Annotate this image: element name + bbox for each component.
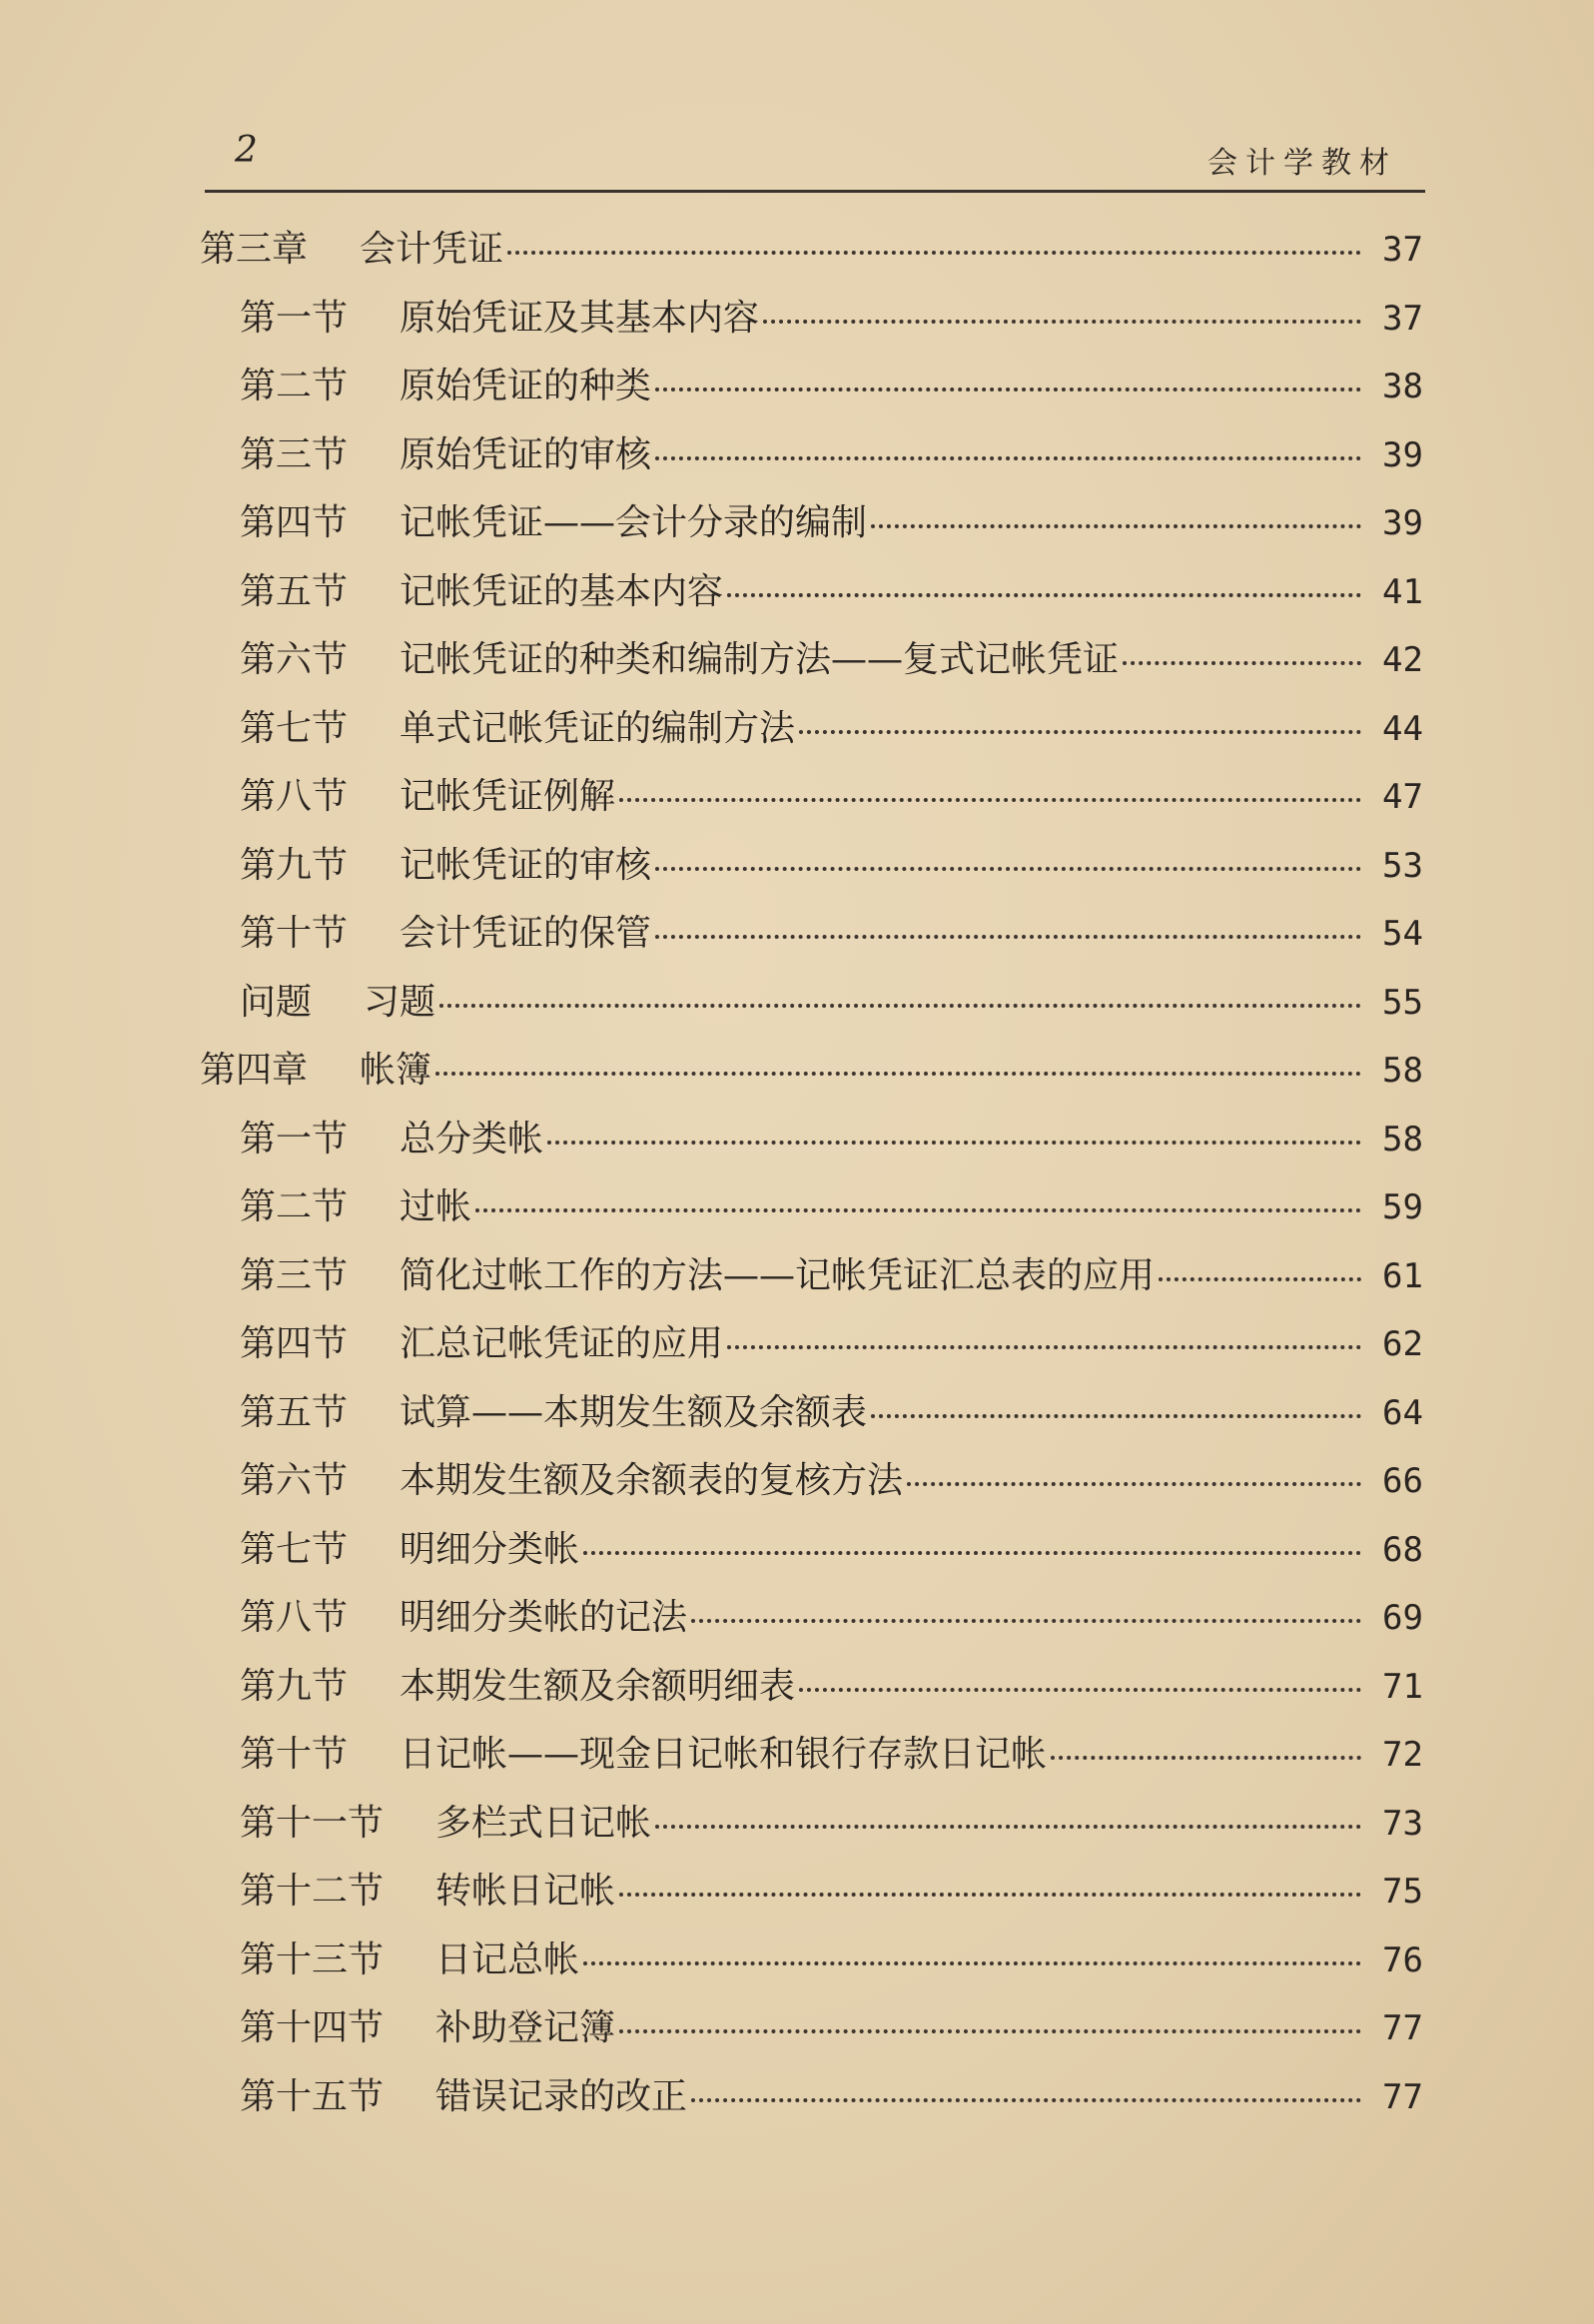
toc-section-entry bbox=[200, 975, 1423, 1044]
toc-entry-title: 补助登记簿 bbox=[435, 2007, 616, 2048]
toc-entry-label: 第七节 bbox=[240, 707, 349, 749]
dot-leader bbox=[619, 798, 1361, 802]
dot-leader bbox=[691, 2098, 1361, 2102]
toc-entry-page-number: 54 bbox=[1382, 914, 1423, 954]
dot-leader bbox=[763, 320, 1361, 324]
toc-entry-label: 第四节 bbox=[240, 1323, 349, 1364]
dot-leader bbox=[655, 867, 1361, 871]
toc-entry-page-number: 75 bbox=[1382, 1872, 1423, 1912]
toc-entry-page-number: 73 bbox=[1382, 1803, 1423, 1844]
toc-entry-page-number: 41 bbox=[1382, 571, 1423, 612]
dot-leader bbox=[475, 1208, 1361, 1212]
toc-section-entry bbox=[200, 359, 1423, 427]
toc-entry-title: 错误记录的改正 bbox=[435, 2075, 688, 2117]
toc-entry-page-number: 62 bbox=[1382, 1324, 1423, 1364]
toc-entry-title: 过帐 bbox=[399, 1186, 472, 1227]
dot-leader bbox=[691, 1619, 1361, 1623]
toc-entry-title: 单式记帐凭证的编制方法 bbox=[399, 707, 796, 749]
toc-section-entry bbox=[200, 906, 1423, 975]
toc-section-entry bbox=[200, 1727, 1423, 1796]
toc-section-entry bbox=[200, 2000, 1423, 2069]
toc-entry-page-number: 38 bbox=[1382, 367, 1423, 406]
toc-entry-title: 记帐凭证的审核 bbox=[399, 844, 652, 886]
toc-section-entry bbox=[200, 1112, 1423, 1180]
toc-entry-title: 会计凭证 bbox=[360, 229, 504, 270]
toc-entry-title: 本期发生额及余额明细表 bbox=[399, 1665, 796, 1707]
toc-entry-page-number: 42 bbox=[1382, 640, 1423, 680]
toc-section-entry bbox=[200, 291, 1423, 360]
toc-entry-label: 第十四节 bbox=[240, 2007, 385, 2048]
dot-leader bbox=[871, 524, 1361, 528]
dot-leader bbox=[799, 1688, 1361, 1692]
toc-entry-title: 记帐凭证的基本内容 bbox=[399, 570, 724, 612]
toc-entry-label: 第十二节 bbox=[240, 1871, 385, 1912]
toc-entry-title: 明细分类帐的记法 bbox=[399, 1597, 688, 1638]
toc-entry-title: 简化过帐工作的方法——记帐凭证汇总表的应用 bbox=[399, 1254, 1156, 1296]
toc-entry-title: 帐簿 bbox=[360, 1050, 432, 1091]
toc-section-entry bbox=[200, 564, 1423, 633]
toc-entry-title: 汇总记帐凭证的应用 bbox=[399, 1323, 724, 1364]
toc-entry-label: 第十五节 bbox=[240, 2075, 385, 2117]
toc-entry-page-number: 39 bbox=[1382, 434, 1423, 475]
toc-entry-title: 原始凭证的种类 bbox=[399, 366, 652, 406]
toc-entry-page-number: 69 bbox=[1382, 1598, 1423, 1638]
toc-entry-label: 第三节 bbox=[240, 433, 349, 475]
toc-entry-title: 原始凭证的审核 bbox=[399, 433, 652, 475]
toc-entry-page-number: 58 bbox=[1382, 1119, 1423, 1160]
toc-entry-page-number: 37 bbox=[1382, 298, 1423, 339]
dot-leader bbox=[507, 251, 1361, 255]
toc-entry-title: 明细分类帐 bbox=[399, 1528, 580, 1570]
running-title: 会计学教材 bbox=[1207, 146, 1397, 181]
dot-leader bbox=[1051, 1756, 1361, 1760]
toc-section-entry bbox=[200, 1659, 1423, 1728]
toc-entry-label: 第五节 bbox=[240, 570, 349, 612]
page-header bbox=[205, 130, 1425, 193]
toc-entry-label: 第十节 bbox=[240, 1734, 349, 1775]
toc-entry-label: 第二节 bbox=[240, 366, 349, 406]
toc-section-entry bbox=[200, 1385, 1423, 1454]
toc-entry-title: 试算——本期发生额及余额表 bbox=[399, 1391, 868, 1433]
toc-entry-label: 第一节 bbox=[240, 1118, 349, 1160]
toc-entry-label: 第四节 bbox=[240, 502, 349, 543]
toc-chapter-entry bbox=[200, 1043, 1423, 1112]
toc-entry-page-number: 64 bbox=[1382, 1392, 1423, 1433]
toc-entry-page-number: 71 bbox=[1382, 1666, 1423, 1707]
dot-leader bbox=[727, 593, 1361, 597]
dot-leader bbox=[619, 1893, 1361, 1897]
toc-entry-label: 第八节 bbox=[240, 1597, 349, 1638]
toc-entry-title: 会计凭证的保管 bbox=[399, 913, 652, 954]
table-of-contents bbox=[200, 222, 1423, 2137]
dot-leader bbox=[727, 1345, 1361, 1349]
toc-section-entry bbox=[200, 427, 1423, 496]
dot-leader bbox=[799, 730, 1361, 734]
toc-entry-label: 第十节 bbox=[240, 913, 349, 954]
toc-entry-page-number: 37 bbox=[1382, 230, 1423, 270]
toc-entry-label: 第九节 bbox=[240, 1665, 349, 1707]
toc-entry-page-number: 39 bbox=[1382, 503, 1423, 543]
toc-entry-page-number: 77 bbox=[1382, 2008, 1423, 2048]
toc-entry-label: 第六节 bbox=[240, 1460, 349, 1501]
toc-entry-label: 第九节 bbox=[240, 844, 349, 886]
toc-section-entry bbox=[200, 1933, 1423, 2001]
dot-leader bbox=[547, 1141, 1361, 1145]
page-number: 2 bbox=[235, 130, 258, 171]
toc-entry-label: 第五节 bbox=[240, 1391, 349, 1433]
toc-entry-title: 记帐凭证——会计分录的编制 bbox=[399, 502, 868, 543]
toc-section-entry bbox=[200, 769, 1423, 838]
toc-section-entry bbox=[200, 1248, 1423, 1317]
toc-entry-page-number: 66 bbox=[1382, 1461, 1423, 1501]
toc-section-entry bbox=[200, 495, 1423, 564]
dot-leader bbox=[907, 1482, 1361, 1486]
toc-entry-page-number: 53 bbox=[1382, 845, 1423, 886]
toc-entry-title: 记帐凭证例解 bbox=[399, 776, 616, 817]
dot-leader bbox=[1159, 1277, 1361, 1281]
toc-entry-label: 第四章 bbox=[200, 1050, 309, 1091]
toc-entry-label: 问题 bbox=[240, 981, 313, 1023]
toc-entry-page-number: 47 bbox=[1382, 777, 1423, 817]
toc-entry-title: 多栏式日记帐 bbox=[435, 1802, 652, 1844]
toc-section-entry bbox=[200, 1590, 1423, 1659]
toc-section-entry bbox=[200, 1796, 1423, 1865]
toc-entry-title: 日记总帐 bbox=[435, 1938, 580, 1980]
dot-leader bbox=[655, 1825, 1361, 1829]
toc-entry-label: 第三节 bbox=[240, 1254, 349, 1296]
toc-entry-page-number: 77 bbox=[1382, 2076, 1423, 2117]
dot-leader bbox=[655, 387, 1361, 391]
dot-leader bbox=[871, 1414, 1361, 1418]
dot-leader bbox=[439, 1004, 1361, 1008]
toc-chapter-entry bbox=[200, 222, 1423, 291]
toc-section-entry bbox=[200, 2069, 1423, 2138]
toc-entry-label: 第八节 bbox=[240, 776, 349, 817]
dot-leader bbox=[435, 1072, 1361, 1076]
dot-leader bbox=[619, 2029, 1361, 2033]
toc-entry-title: 本期发生额及余额表的复核方法 bbox=[399, 1460, 904, 1501]
dot-leader bbox=[655, 456, 1361, 460]
dot-leader bbox=[583, 1961, 1361, 1965]
toc-section-entry bbox=[200, 1453, 1423, 1522]
dot-leader bbox=[583, 1551, 1361, 1555]
toc-entry-label: 第六节 bbox=[240, 639, 349, 680]
dot-leader bbox=[1123, 661, 1361, 665]
toc-section-entry bbox=[200, 632, 1423, 701]
toc-entry-label: 第十三节 bbox=[240, 1938, 385, 1980]
toc-section-entry bbox=[200, 701, 1423, 770]
toc-entry-label: 第三章 bbox=[200, 229, 309, 270]
toc-section-entry bbox=[200, 1316, 1423, 1385]
toc-entry-label: 第十一节 bbox=[240, 1802, 385, 1844]
toc-entry-page-number: 76 bbox=[1382, 1939, 1423, 1980]
toc-entry-label: 第二节 bbox=[240, 1186, 349, 1227]
toc-entry-page-number: 44 bbox=[1382, 708, 1423, 749]
toc-section-entry bbox=[200, 1522, 1423, 1591]
toc-entry-page-number: 55 bbox=[1382, 982, 1423, 1023]
toc-entry-title: 总分类帐 bbox=[399, 1118, 544, 1160]
toc-entry-title: 记帐凭证的种类和编制方法——复式记帐凭证 bbox=[399, 639, 1120, 680]
dot-leader bbox=[655, 935, 1361, 939]
toc-entry-page-number: 72 bbox=[1382, 1735, 1423, 1775]
toc-section-entry bbox=[200, 1864, 1423, 1933]
toc-entry-title: 转帐日记帐 bbox=[435, 1871, 616, 1912]
toc-entry-label: 第一节 bbox=[240, 297, 349, 339]
toc-entry-title: 原始凭证及其基本内容 bbox=[399, 297, 760, 339]
toc-section-entry bbox=[200, 1179, 1423, 1248]
toc-entry-page-number: 58 bbox=[1382, 1051, 1423, 1091]
toc-entry-page-number: 68 bbox=[1382, 1529, 1423, 1570]
toc-entry-title: 日记帐——现金日记帐和银行存款日记帐 bbox=[399, 1734, 1048, 1775]
toc-entry-label: 第七节 bbox=[240, 1528, 349, 1570]
toc-entry-page-number: 61 bbox=[1382, 1255, 1423, 1296]
toc-entry-title: 习题 bbox=[364, 981, 436, 1023]
toc-entry-page-number: 59 bbox=[1382, 1187, 1423, 1227]
toc-section-entry bbox=[200, 838, 1423, 907]
